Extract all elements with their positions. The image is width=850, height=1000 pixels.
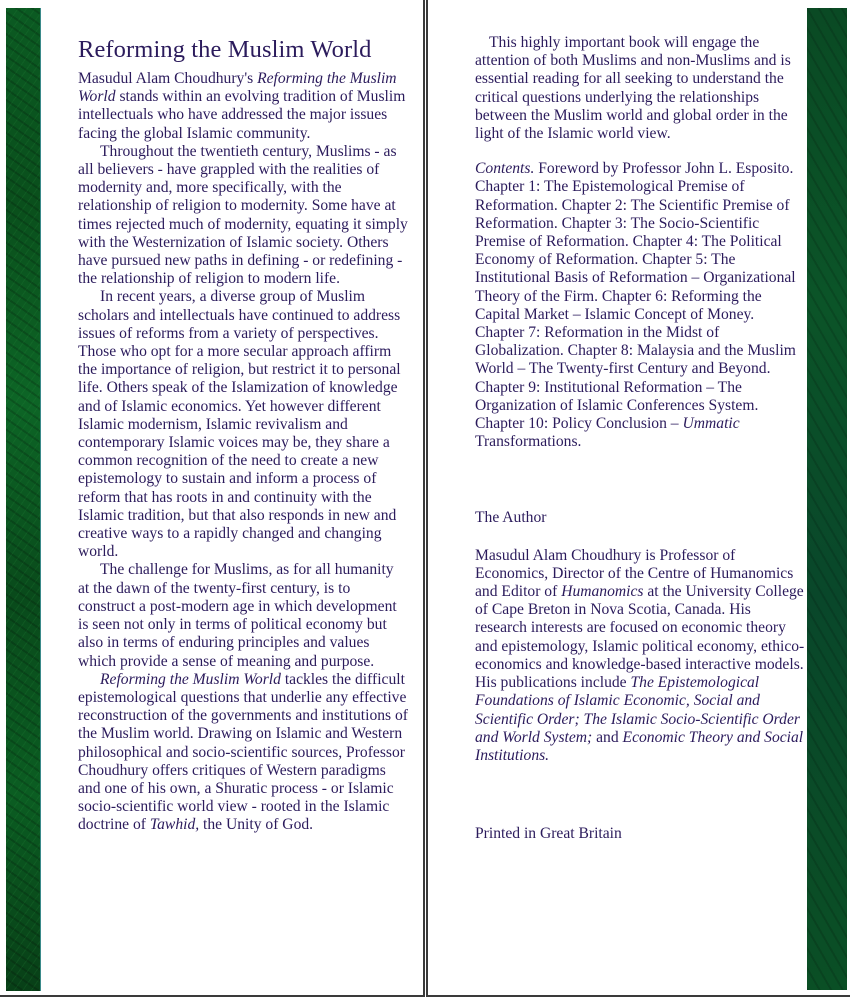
term-italic: Ummatic [682,415,740,433]
author-heading: The Author [475,509,547,527]
description-paragraph-4: The challenge for Muslims, as for all humanity at the dawn of the twenty-first century, is to construct a post-modern age in which development is seen not only in terms of political economy but also in terms of enduring principles and values which provide a sense of meaning and purpose. [78,561,397,670]
text-run: Foreword by Professor John L. Esposito. Chapter 1: The Epistemological Premise of Reformation. Chapter 2: The Scientific Premise of Reformation. Chapter 3: The Socio-Scientific Premise of Reformation. Chapter 4: The Political Economy of Reformation. Chapter 5: The Institutional Basis of Reformation – Organizational Theory of the Firm. Chapter 6: Reforming the Capital Market – Islamic Concept of Money. Chapter 7: Reformation in the Midst of Globalization. Chapter 8: Malaysia and the Muslim World – The Twenty-first Century and Beyond. Chapter 9: Institutional Reformation – The Organization of Islamic Conferences System. Chapter 10: Policy Conclusion – [475,160,796,433]
spacer [475,451,805,509]
publications-italic: Economic Theory and Social Institutions. [475,728,804,764]
description-paragraph-3: In recent years, a diverse group of Muslim scholars and intellectuals have continued to address issues of reforms from a variety of perspectives. Those who opt for a more secular approach affirm the importance of religion, but restrict it to personal life. Others speak of the Islamization of knowledge and of Islamic economics. Yet however different Islamic modernism, Islamic revivalism and contemporary Islamic voices may be, they share a common recognition of the need to create a new epistemology to sustain and inform a process of reform that has roots in and continuity with the Islamic tradition, but that also responds in new and creative ways to a rapidly changed and changing world. [78,288,401,561]
term-italic: Tawhid, [149,816,200,834]
book-title-italic: Reforming the Muslim World [78,70,397,106]
description-paragraph-5 [78,671,408,835]
text-run: stands within an evolving tradition of Muslim intellectuals who have addressed the major issues facing the global Islamic community. [78,88,406,142]
text-run: Masudul Alam Choudhury's [78,70,258,87]
left-flap-text [78,36,408,835]
intro-paragraph: This highly important book will engage the attention of both Muslims and non-Muslims and is essential reading for all seeking to understand the critical questions underlying the relationships between the Muslim world and global order in the light of the Islamic world view. [475,34,791,143]
author-bio [475,547,805,765]
spacer [475,528,805,547]
text-run: Transformations. [475,433,582,451]
spacer [475,765,805,825]
text-run: tackles the difficult epistemological questions that underlie any effective reconstruction of the governments and institutions of the Muslim world. Drawing on Islamic and Western philosophical and socio-scientific sources, Professor Choudhury offers critiques of Western paradigms and one of his own, a Shuratic process - or Islamic socio-scientific world view - rooted in the Islamic doctrine of [78,670,409,834]
description-paragraph-2: Throughout the twentieth century, Muslims - as all believers - have grappled with the realities of modernity and, more specifically, with the relationship of religion to modernity. Some have at times rejected much of modernity, equating it simply with the Westernization of Islamic society. Others have pursued new paths in defining - or redefining - the relationship of religion to modern life. [78,142,408,288]
text-run: Masudul Alam Choudhury is Professor of Economics, Director of the Centre of Humanomics and Editor of [475,546,794,601]
right-flap-text [475,34,805,843]
journal-italic: Humanomics [561,583,644,601]
publications-italic: The Epistemological Foundations of Islamic Economic, Social and Scientific Order; The Islamic Socio-Scientific Order and World System; [475,674,800,746]
right-flap-panel [426,0,850,997]
text-run: the Unity of God. [199,816,314,834]
book-title: Reforming the Muslim World [78,36,372,63]
spacer [475,143,805,160]
book-title-italic: Reforming the Muslim World [100,670,281,688]
description-paragraph-1 [78,70,408,143]
contents-paragraph [475,160,805,451]
cover-art-strip-right [807,8,847,990]
text-run: and [592,728,623,746]
text-run: at the University College of Cape Breton in Nova Scotia, Canada. His research interests are focused on economic theory and epistemology, Islamic political economy, ethico-economics and knowledge-based interactive models. His publications include [475,583,805,692]
cover-art-strip-left [6,8,41,991]
imprint-line: Printed in Great Britain [475,825,622,843]
left-flap-panel [0,0,425,997]
contents-label: Contents. [475,160,535,178]
